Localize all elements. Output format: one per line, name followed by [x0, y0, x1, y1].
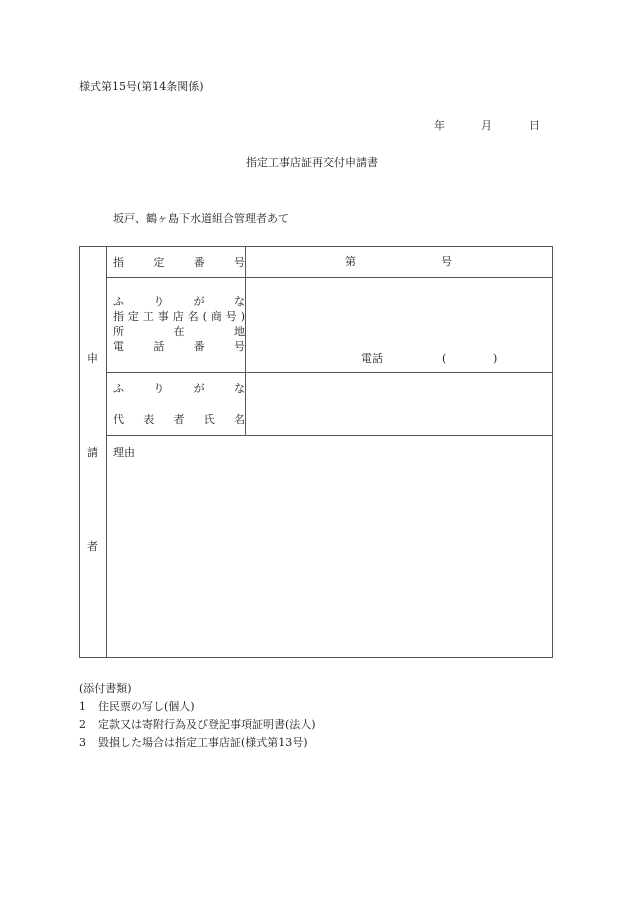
addressee: 坂戸、鶴ヶ島下水道組合管理者あて: [113, 212, 289, 225]
reason-label: 理由: [113, 446, 135, 459]
furigana-label: ふりがな: [113, 295, 245, 308]
form-number: 様式第15号(第14条関係): [79, 80, 204, 93]
phone-label: 電話: [361, 352, 383, 365]
phone-number-label: 電話番号: [113, 340, 245, 353]
attachment-item: 1 住民票の写し(個人): [79, 700, 195, 713]
designation-number-label: 指定番号: [113, 256, 245, 269]
attachment-item: 3 毀損した場合は指定工事店証(様式第13号): [79, 736, 308, 749]
date-year: 年: [434, 119, 445, 132]
store-labels: [113, 294, 245, 354]
side-label-3: 者: [87, 540, 98, 553]
phone-close-paren: ): [493, 352, 498, 365]
representative-name-label: 代表者氏名: [113, 413, 245, 426]
designation-number-suffix: 号: [441, 255, 452, 268]
address-label: 所在地: [113, 325, 245, 338]
rep-furigana-label: ふりがな: [113, 382, 245, 395]
phone-open-paren: (: [442, 352, 447, 365]
attachments-heading: (添付書類): [79, 682, 132, 695]
document-title: 指定工事店証再交付申請書: [246, 156, 378, 169]
side-label-2: 請: [87, 446, 98, 459]
designation-number-prefix: 第: [345, 255, 356, 268]
date-month: 月: [481, 119, 492, 132]
side-label-1: 申: [87, 352, 98, 365]
attachment-item: 2 定款又は寄附行為及び登記事項証明書(法人): [79, 718, 316, 731]
date-day: 日: [529, 119, 540, 132]
store-name-label: 指定工事店名(商号): [113, 310, 245, 323]
